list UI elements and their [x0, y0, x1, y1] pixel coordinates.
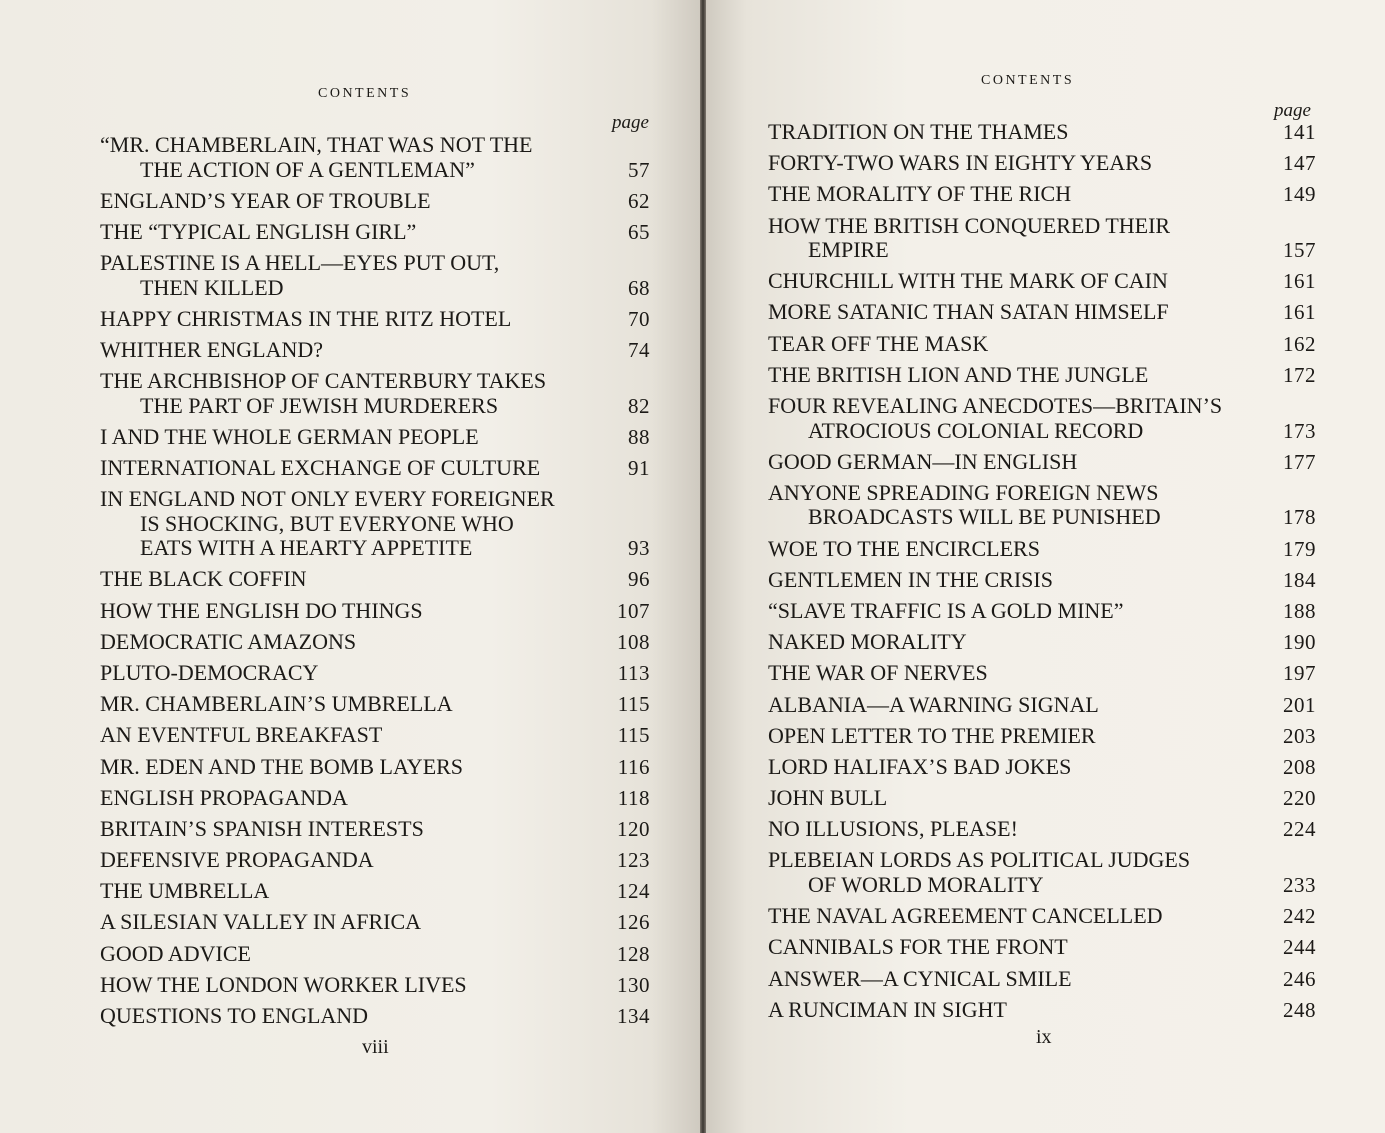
contents-heading: CONTENTS: [318, 86, 412, 101]
toc-entry-title-line: ANYONE SPREADING FOREIGN NEWS: [768, 479, 1159, 505]
toc-entry-page-number: 177: [1283, 449, 1316, 474]
toc-entry-page-number: 141: [1283, 120, 1316, 144]
toc-entry: [100, 723, 656, 748]
toc-entry-page-number: 115: [617, 723, 650, 748]
toc-entry-page-number: 173: [1283, 418, 1316, 443]
toc-entry-page-number: 248: [1283, 997, 1316, 1022]
toc-entry: [768, 998, 1318, 1023]
toc-entry: [100, 487, 656, 561]
toc-list: [768, 120, 1318, 1029]
toc-entry: [100, 369, 656, 418]
toc-entry: [100, 755, 656, 780]
toc-entry: [768, 904, 1318, 929]
toc-list: [100, 133, 656, 1035]
toc-entry: [100, 630, 656, 655]
toc-entry-title-line: MR. CHAMBERLAIN’S UMBRELLA: [100, 691, 453, 717]
toc-entry-page-number: 96: [628, 567, 650, 592]
toc-entry-page-number: 120: [617, 816, 650, 841]
toc-entry: [100, 425, 656, 450]
toc-entry: [768, 214, 1318, 263]
toc-entry-title-line: WHITHER ENGLAND?: [100, 336, 323, 362]
toc-entry-title-line: BRITAIN’S SPANISH INTERESTS: [100, 815, 424, 841]
toc-entry: [768, 300, 1318, 325]
toc-entry-title-line: I AND THE WHOLE GERMAN PEOPLE: [100, 423, 479, 449]
toc-entry-page-number: 130: [617, 972, 650, 997]
toc-entry: [768, 151, 1318, 176]
toc-entry-title-line: HOW THE ENGLISH DO THINGS: [100, 597, 423, 623]
page-number: viii: [362, 1036, 389, 1058]
toc-entry: [768, 120, 1318, 145]
toc-entry-title-line: ALBANIA—A WARNING SIGNAL: [768, 691, 1099, 717]
toc-entry-page-number: 113: [617, 660, 650, 685]
toc-entry-page-number: 157: [1283, 238, 1316, 263]
toc-entry-page-number: 123: [617, 848, 650, 873]
toc-entry-page-number: 190: [1283, 630, 1316, 655]
toc-entry-title-line: JOHN BULL: [768, 785, 888, 811]
toc-entry-page-number: 161: [1283, 300, 1316, 325]
toc-entry-title-line: ENGLAND’S YEAR OF TROUBLE: [100, 187, 431, 213]
toc-entry-title-line: THE NAVAL AGREEMENT CANCELLED: [768, 903, 1163, 929]
toc-entry: [100, 189, 656, 214]
toc-entry: [100, 786, 656, 811]
toc-entry-page-number: 108: [617, 629, 650, 654]
toc-entry-title-line: HAPPY CHRISTMAS IN THE RITZ HOTEL: [100, 305, 512, 331]
toc-entry-title-line: NO ILLUSIONS, PLEASE!: [768, 816, 1018, 842]
toc-entry-title-line: ANSWER—A CYNICAL SMILE: [768, 965, 1072, 991]
toc-entry-title-line: GOOD GERMAN—IN ENGLISH: [768, 448, 1078, 474]
toc-entry-page-number: 203: [1283, 723, 1316, 748]
toc-entry: [768, 661, 1318, 686]
toc-entry: [100, 220, 656, 245]
toc-entry: [768, 786, 1318, 811]
toc-entry-title-line: OPEN LETTER TO THE PREMIER: [768, 722, 1096, 748]
toc-entry-title-line: AN EVENTFUL BREAKFAST: [100, 722, 383, 748]
toc-entry-title-line: WOE TO THE ENCIRCLERS: [768, 535, 1040, 561]
toc-entry: [100, 942, 656, 967]
toc-entry-page-number: 246: [1283, 966, 1316, 991]
toc-entry-page-number: 65: [628, 219, 650, 244]
toc-entry: [768, 332, 1318, 357]
toc-entry: [768, 599, 1318, 624]
toc-entry: [768, 693, 1318, 718]
toc-entry-title-line: IN ENGLAND NOT ONLY EVERY FOREIGNER: [100, 486, 555, 512]
toc-entry: [768, 537, 1318, 562]
toc-entry: [768, 568, 1318, 593]
toc-entry-title-line: THE PART OF JEWISH MURDERERS: [140, 392, 499, 418]
toc-entry-page-number: 126: [617, 910, 650, 935]
toc-entry-page-number: 128: [617, 941, 650, 966]
toc-entry-title-line: FOUR REVEALING ANECDOTES—BRITAIN’S: [768, 393, 1223, 418]
toc-entry-title-line: GENTLEMEN IN THE CRISIS: [768, 566, 1053, 592]
toc-entry: [768, 481, 1318, 530]
toc-entry: [768, 817, 1318, 842]
toc-entry-page-number: 220: [1283, 786, 1316, 811]
toc-entry-title-line: THEN KILLED: [140, 274, 284, 300]
toc-entry: [100, 661, 656, 686]
page-column-label: page: [612, 112, 649, 133]
toc-entry-title-line: THE WAR OF NERVES: [768, 660, 988, 686]
toc-entry-title-line: NAKED MORALITY: [768, 629, 967, 655]
toc-entry-page-number: 107: [617, 598, 650, 623]
toc-entry-page-number: 178: [1283, 505, 1316, 530]
toc-entry-title-line: INTERNATIONAL EXCHANGE OF CULTURE: [100, 455, 541, 480]
toc-entry-title-line: A RUNCIMAN IN SIGHT: [768, 996, 1007, 1022]
toc-entry-page-number: 115: [617, 692, 650, 717]
toc-entry-page-number: 172: [1283, 362, 1316, 387]
toc-entry-title-line: PLUTO-DEMOCRACY: [100, 659, 319, 685]
toc-entry-title-line: BROADCASTS WILL BE PUNISHED: [808, 504, 1161, 530]
toc-entry-title-line: GOOD ADVICE: [100, 940, 251, 966]
toc-entry-page-number: 201: [1283, 692, 1316, 717]
toc-entry-title-line: PALESTINE IS A HELL—EYES PUT OUT,: [100, 250, 500, 276]
toc-entry-title-line: ATROCIOUS COLONIAL RECORD: [808, 417, 1144, 443]
toc-entry-page-number: 68: [628, 275, 650, 300]
toc-entry: [100, 338, 656, 363]
toc-entry-page-number: 147: [1283, 151, 1316, 176]
toc-entry-title-line: FORTY-TWO WARS IN EIGHTY YEARS: [768, 150, 1153, 176]
toc-entry: [768, 182, 1318, 207]
toc-entry: [100, 910, 656, 935]
toc-entry-title-line: “MR. CHAMBERLAIN, THAT WAS NOT THE: [100, 132, 533, 157]
toc-entry-title-line: THE BLACK COFFIN: [100, 566, 307, 592]
toc-entry: [768, 724, 1318, 749]
contents-heading: CONTENTS: [981, 73, 1075, 88]
toc-entry: [100, 879, 656, 904]
toc-entry: [100, 567, 656, 592]
right-page: [706, 0, 1385, 1133]
toc-entry-page-number: 188: [1283, 598, 1316, 623]
toc-entry-title-line: “SLAVE TRAFFIC IS A GOLD MINE”: [768, 597, 1124, 623]
toc-entry: [100, 973, 656, 998]
toc-entry-page-number: 118: [617, 785, 650, 810]
toc-entry-title-line: HOW THE BRITISH CONQUERED THEIR: [768, 212, 1171, 238]
toc-entry: [768, 363, 1318, 388]
toc-entry-page-number: 233: [1283, 872, 1316, 897]
toc-entry-page-number: 82: [628, 393, 650, 418]
page-column-label: page: [1274, 100, 1311, 121]
toc-entry: [100, 848, 656, 873]
toc-entry-title-line: QUESTIONS TO ENGLAND: [100, 1003, 369, 1028]
toc-entry-title-line: LORD HALIFAX’S BAD JOKES: [768, 753, 1072, 779]
toc-entry-page-number: 134: [617, 1004, 650, 1028]
toc-entry-page-number: 62: [628, 188, 650, 213]
toc-entry: [100, 307, 656, 332]
toc-entry-title-line: EATS WITH A HEARTY APPETITE: [140, 535, 473, 561]
toc-entry: [768, 450, 1318, 475]
toc-entry-page-number: 124: [617, 879, 650, 904]
toc-entry-title-line: IS SHOCKING, BUT EVERYONE WHO: [140, 510, 514, 536]
toc-entry: [768, 967, 1318, 992]
toc-entry-title-line: THE ACTION OF A GENTLEMAN”: [140, 156, 475, 182]
toc-entry-page-number: 224: [1283, 817, 1316, 842]
toc-entry-title-line: EMPIRE: [808, 237, 889, 263]
toc-entry: [768, 394, 1318, 443]
toc-entry: [100, 456, 656, 481]
toc-entry-page-number: 179: [1283, 536, 1316, 561]
toc-entry-title-line: THE ARCHBISHOP OF CANTERBURY TAKES: [100, 368, 547, 394]
toc-entry-title-line: TEAR OFF THE MASK: [768, 330, 989, 356]
toc-entry-page-number: 88: [628, 424, 650, 449]
toc-entry-title-line: MORE SATANIC THAN SATAN HIMSELF: [768, 299, 1169, 325]
toc-entry: [100, 817, 656, 842]
toc-entry-page-number: 242: [1283, 904, 1316, 929]
toc-entry-title-line: PLEBEIAN LORDS AS POLITICAL JUDGES: [768, 847, 1191, 873]
toc-entry-page-number: 197: [1283, 661, 1316, 686]
toc-entry-page-number: 57: [628, 157, 650, 182]
toc-entry: [100, 133, 656, 182]
toc-entry-title-line: DEMOCRATIC AMAZONS: [100, 628, 357, 654]
toc-entry: [100, 692, 656, 717]
toc-entry-page-number: 93: [628, 536, 650, 561]
toc-entry-title-line: A SILESIAN VALLEY IN AFRICA: [100, 909, 422, 935]
toc-entry-title-line: THE UMBRELLA: [100, 878, 270, 904]
toc-entry-title-line: THE “TYPICAL ENGLISH GIRL”: [100, 218, 417, 244]
toc-entry-title-line: DEFENSIVE PROPAGANDA: [100, 847, 374, 873]
toc-entry-page-number: 161: [1283, 269, 1316, 294]
toc-entry: [768, 935, 1318, 960]
toc-entry-page-number: 70: [628, 306, 650, 331]
toc-entry-title-line: TRADITION ON THE THAMES: [768, 119, 1069, 144]
toc-entry-page-number: 149: [1283, 182, 1316, 207]
toc-entry-title-line: CHURCHILL WITH THE MARK OF CAIN: [768, 268, 1168, 294]
toc-entry: [768, 755, 1318, 780]
page-number: ix: [1036, 1026, 1052, 1048]
toc-entry: [100, 599, 656, 624]
toc-entry-title-line: THE MORALITY OF THE RICH: [768, 181, 1072, 207]
toc-entry-page-number: 208: [1283, 754, 1316, 779]
toc-entry: [100, 1004, 656, 1029]
toc-entry-title-line: ENGLISH PROPAGANDA: [100, 784, 348, 810]
toc-entry-title-line: CANNIBALS FOR THE FRONT: [768, 934, 1068, 960]
toc-entry-title-line: THE BRITISH LION AND THE JUNGLE: [768, 361, 1149, 387]
toc-entry-page-number: 116: [617, 754, 650, 779]
toc-entry-page-number: 244: [1283, 935, 1316, 960]
toc-entry-page-number: 184: [1283, 567, 1316, 592]
toc-entry-title-line: MR. EDEN AND THE BOMB LAYERS: [100, 753, 464, 779]
toc-entry: [768, 630, 1318, 655]
toc-entry-title-line: OF WORLD MORALITY: [808, 871, 1044, 897]
toc-entry: [768, 848, 1318, 897]
toc-entry-title-line: HOW THE LONDON WORKER LIVES: [100, 971, 467, 997]
toc-entry-page-number: 162: [1283, 331, 1316, 356]
toc-entry: [768, 269, 1318, 294]
toc-entry-page-number: 74: [628, 337, 650, 362]
toc-entry: [100, 251, 656, 300]
toc-entry-page-number: 91: [628, 456, 650, 480]
